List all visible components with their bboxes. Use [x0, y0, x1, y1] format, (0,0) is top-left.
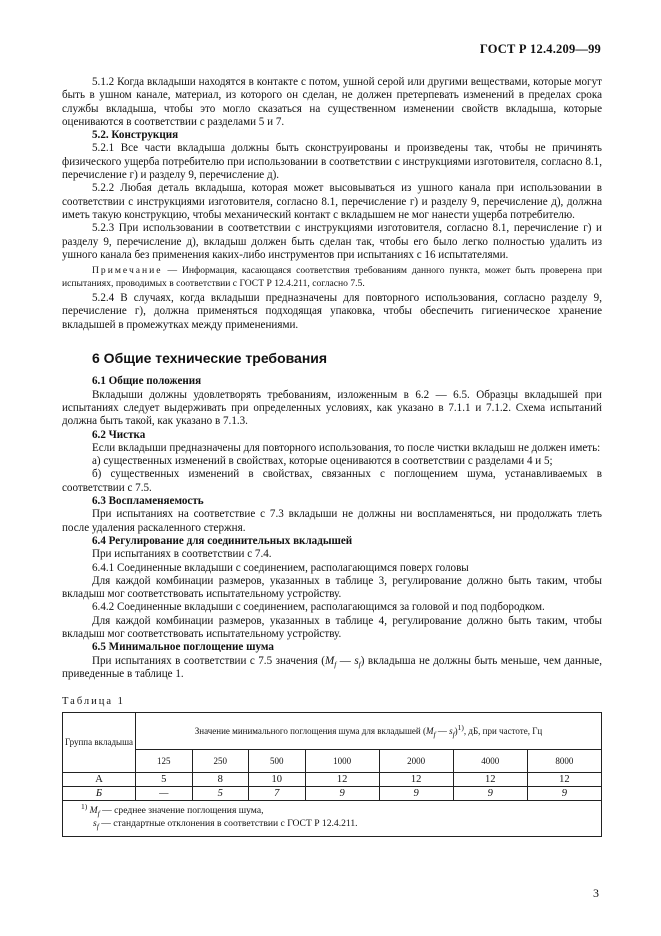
value-cell: 5	[192, 787, 249, 801]
clause-6-4: При испытаниях в соответствии с 7.4.	[92, 548, 272, 561]
standard-header: ГОСТ Р 12.4.209—99	[479, 42, 601, 56]
table-row	[63, 787, 602, 801]
freq-cell: 1000	[305, 750, 379, 773]
group-header: Группа вкладыша	[63, 713, 136, 773]
clause-6-3: При испытаниях на соответствие с 7.3 вкладыши не должны ни воспламеняться, ни продолжать тлеть после удаления раскаленного стержня.	[62, 508, 602, 534]
clause-6-5: При испытаниях в соответствии с 7.5 значения ($M_f$ — $s_f$) вкладыша не должны быть меньше, чем данные, приведенные в таблице 1.	[62, 654, 602, 680]
clause-5-2-3: 5.2.3 При использовании в соответствии с инструкциями изготовителя, согласно 8.1, перечисление г) и разделу 9, перечисление д), вкладыш должен быть сделан так, чтобы его было легко полностью удалить из ушного канала без применения каких-либо инструментов при испытаниях с 16 испытателями.	[62, 222, 602, 261]
note-text: — Информация, касающаяся соответствия требованиям данного пункта, может быть проверена при испытаниях, проводимых в соответствии с ГОСТ Р 12.4.211, согласно 7.5.	[62, 265, 602, 289]
clause-6-2-b: б) существенных изменений в свойствах, связанных с поглощением шума, устанавливаемых в соответствии с 7.5.	[62, 468, 602, 494]
clause-5-1-2: 5.1.2 Когда вкладыши находятся в контакте с потом, ушной серой или другими веществами, которые могут быть в ушном канале, материал, из которого он сделан, не должен претерпевать изменений в пределах срока службы вкладыша, чтобы это могло сказаться на существенном изменении свойств вкладыша, которые оцениваются в соответствии с разделами 5 и 7.	[62, 76, 602, 128]
value-cell: 8	[192, 773, 249, 787]
table-footnote	[63, 801, 602, 837]
table-1	[62, 712, 602, 837]
table-caption: Таблица 1	[62, 696, 125, 708]
value-cell: 9	[305, 787, 379, 801]
heading-6-5: 6.5 Минимальное поглощение шума	[92, 641, 274, 654]
footnote-1: $^{1)}$ $M_f$ — среднее значение поглощения шума,	[81, 802, 264, 819]
table-footnote-row	[63, 801, 602, 837]
page-number: 3	[593, 886, 599, 900]
freq-cell: 8000	[527, 750, 601, 773]
heading-5-2: 5.2. Конструкция	[92, 129, 179, 142]
heading-6-3: 6.3 Воспламеняемость	[92, 495, 204, 508]
value-cell: 10	[249, 773, 306, 787]
note	[62, 265, 602, 290]
clause-5-2-1: 5.2.1 Все части вкладыша должны быть сконструированы и произведены так, чтобы не причинять физического ущерба потребителю при использовании в соответствии с инструкциями изготовителя, согласно 8.1, перечисление г) и разделу 9, перечисление д).	[62, 142, 602, 182]
value-cell: 12	[453, 773, 527, 787]
value-cell: 5	[136, 773, 193, 787]
value-cell: 12	[379, 773, 453, 787]
page-content	[62, 76, 602, 837]
heading-6-2: 6.2 Чистка	[92, 428, 146, 441]
freq-cell: 250	[192, 750, 249, 773]
table-header-caption: Значение минимального поглощения шума для вкладышей ($M_f$ — $s_f)^{1)}$, дБ, при частоте, Гц	[136, 713, 602, 750]
clause-6-4-1: 6.4.1 Соединенные вкладыши с соединением, располагающимся поверх головы	[92, 561, 469, 574]
freq-cell: 2000	[379, 750, 453, 773]
heading-6-4: 6.4 Регулирование для соединительных вкладышей	[92, 534, 353, 547]
heading-6-1: 6.1 Общие положения	[92, 375, 202, 388]
value-cell: 9	[453, 787, 527, 801]
clause-6-1: Вкладыши должны удовлетворять требованиям, изложенным в 6.2 — 6.5. Образцы вкладышей при испытаниях следует выдерживать при определенных условиях, как указано в 7.1.1 и 7.1.2. Схема испытаний должна быть такой, как указано в 7.1.3.	[62, 388, 602, 428]
freq-cell: 500	[249, 750, 306, 773]
footnote-2: $s_f$ — стандартные отклонения в соответствии с ГОСТ Р 12.4.211.	[93, 817, 358, 831]
freq-cell: 4000	[453, 750, 527, 773]
value-cell: —	[136, 787, 193, 801]
freq-cell: 125	[136, 750, 193, 773]
group-cell: Б	[63, 787, 136, 801]
clause-6-2-a: а) существенных изменений в свойствах, которые оцениваются в соответствии с разделами 4 и 5;	[92, 455, 553, 468]
value-cell: 9	[527, 787, 601, 801]
clause-6-4-2-text: Для каждой комбинации размеров, указанных в таблице 4, регулирование должно быть таким, чтобы вкладыш мог соответствовать испытательному устройству.	[62, 614, 602, 640]
note-label: Примечание	[92, 265, 163, 277]
table-row	[63, 773, 602, 787]
value-cell: 12	[305, 773, 379, 787]
value-cell: 7	[249, 787, 306, 801]
clause-5-2-4: 5.2.4 В случаях, когда вкладыши предназначены для повторного использования, согласно разделу 9, перечисление г), должна применяться подходящая упаковка, чтобы обеспечить гигиеническое хранение вкладышей в промежутках между применениями.	[62, 292, 602, 331]
clause-6-4-1-text: Для каждой комбинации размеров, указанных в таблице 3, регулирование должно быть таким, чтобы вкладыш мог соответствовать испытательному устройству.	[62, 574, 602, 601]
frequency-row	[63, 750, 602, 773]
clause-5-2-2: 5.2.2 Любая деталь вкладыша, которая может высовываться из ушного канала при использовании в соответствии с инструкциями изготовителя, согласно 8.1, перечисление г) и разделу 9, перечисление д), должна иметь такую конструкцию, чтобы механический контакт с вкладышем не мог нанести ущерба потребителю.	[62, 182, 602, 221]
value-cell: 12	[527, 773, 601, 787]
group-cell: А	[63, 773, 136, 787]
clause-6-2: Если вкладыши предназначены для повторного использования, то после чистки вкладыш не должен иметь:	[92, 441, 601, 454]
section-6-title: 6 Общие технические требования	[92, 350, 328, 367]
value-cell: 9	[379, 787, 453, 801]
clause-6-4-2: 6.4.2 Соединенные вкладыши с соединением, располагающимся за головой и под подбородком.	[92, 601, 545, 614]
